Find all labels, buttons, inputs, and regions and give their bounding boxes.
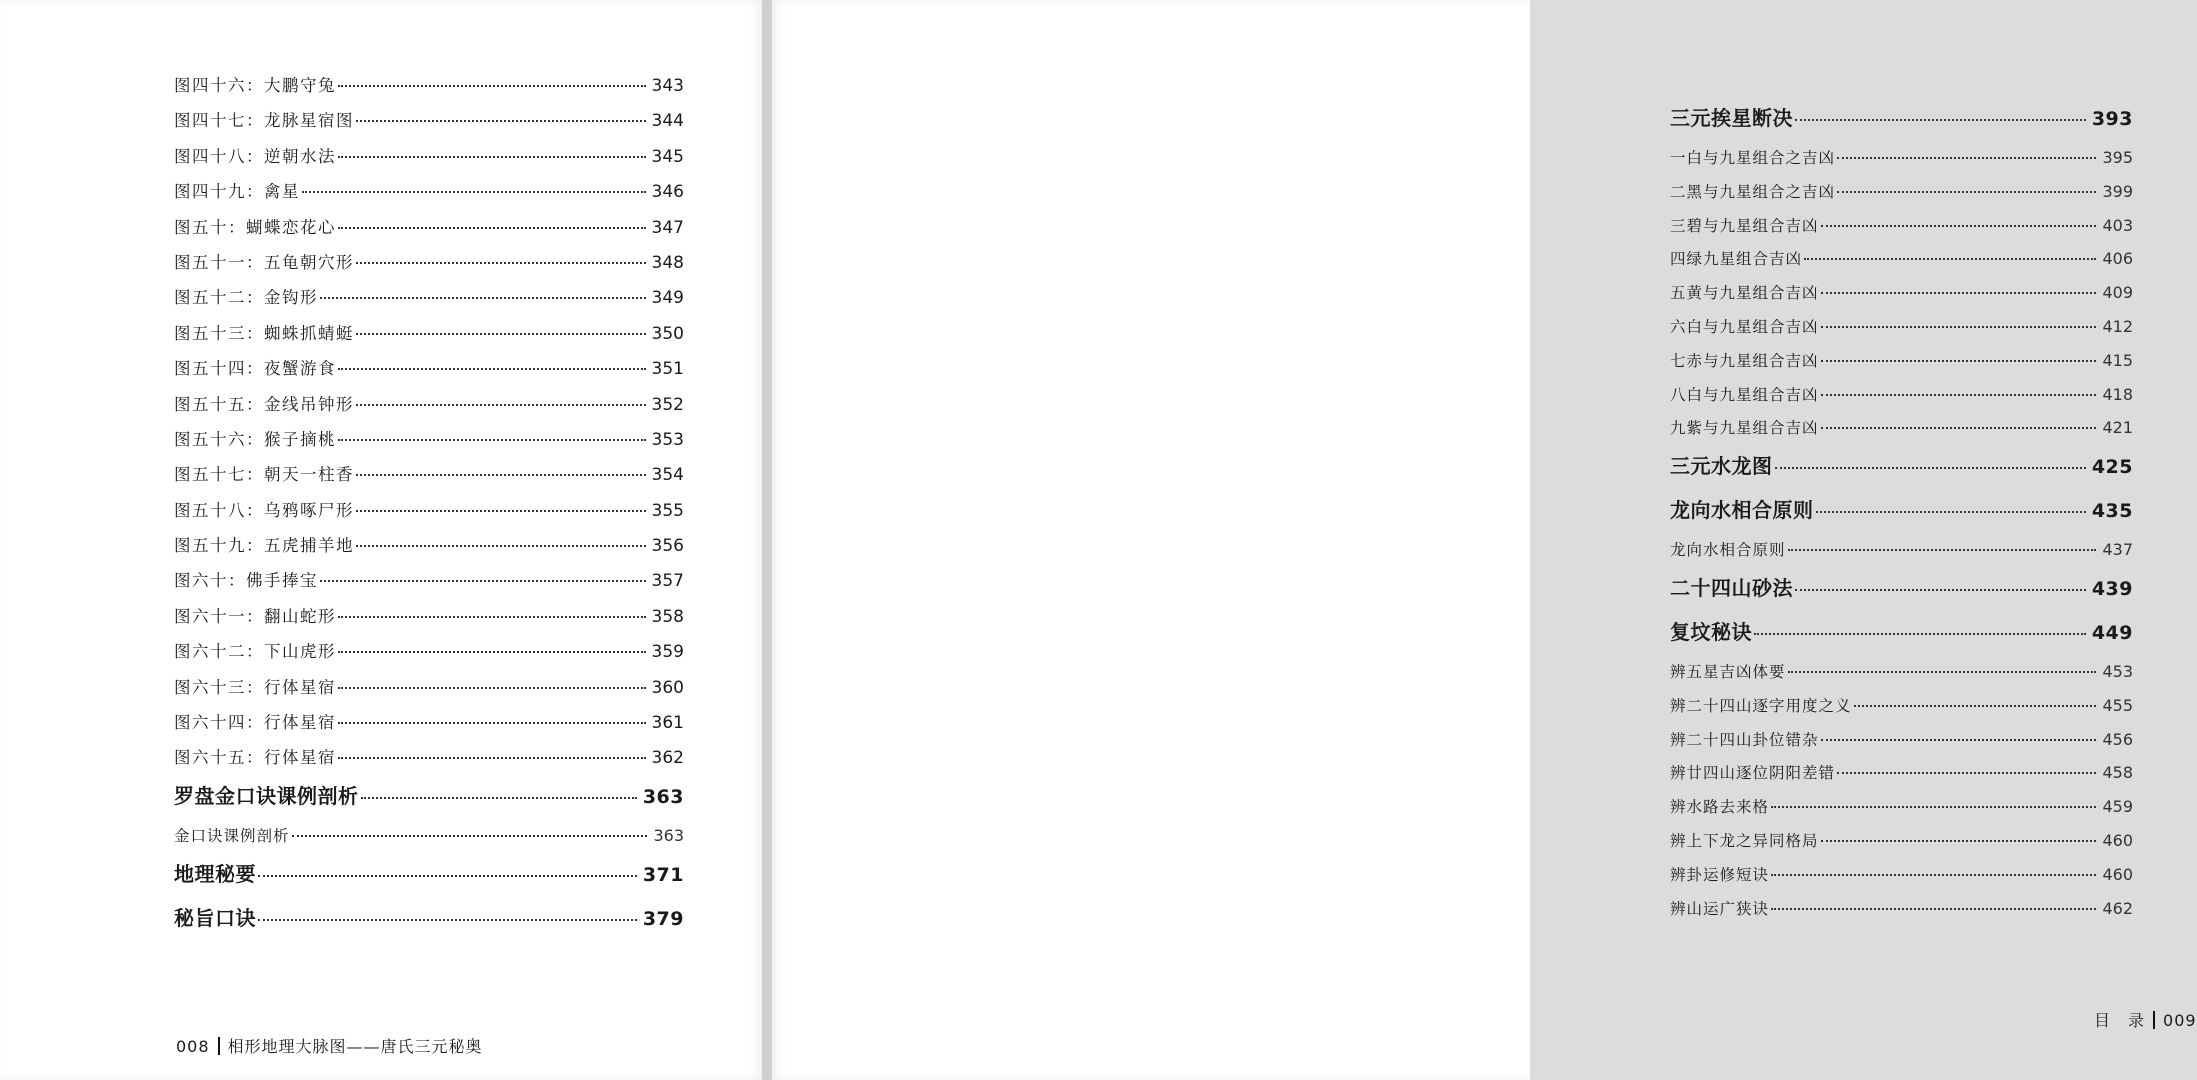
toc-entry-title: 地理秘要 bbox=[174, 861, 256, 886]
dot-leader bbox=[1837, 157, 2096, 159]
dot-leader bbox=[1775, 467, 2086, 469]
dot-leader bbox=[1821, 840, 2097, 842]
toc-entry-page-number: 343 bbox=[651, 76, 684, 96]
toc-entry-page-number: 409 bbox=[2102, 283, 2133, 303]
toc-entry-page-number: 371 bbox=[642, 863, 684, 886]
dot-leader bbox=[356, 262, 646, 264]
left-page bbox=[0, 0, 762, 1080]
dot-leader bbox=[356, 510, 646, 512]
toc-entry-title: 三碧与九星组合吉凶 bbox=[1670, 216, 1819, 235]
toc-entry-fig[interactable] bbox=[174, 320, 684, 355]
toc-entry-page-number: 462 bbox=[2102, 898, 2133, 918]
toc-entry-page-number: 359 bbox=[651, 642, 684, 663]
toc-entry-title: 图六十一：翻山蛇形 bbox=[174, 606, 336, 626]
left-page-footer bbox=[176, 1034, 483, 1057]
footer-book-title: 相形地理大脉图——唐氏三元秘奥 bbox=[227, 1037, 483, 1056]
toc-entry-fig[interactable] bbox=[174, 497, 684, 532]
toc-entry-title: 辨五星吉凶体要 bbox=[1670, 662, 1786, 681]
toc-entry-page-number: 403 bbox=[2102, 215, 2133, 235]
footer-page-number: 009 bbox=[2163, 1011, 2197, 1030]
toc-entry-page-number: 395 bbox=[2102, 148, 2133, 167]
toc-entry-page-number: 418 bbox=[2102, 384, 2133, 404]
toc-entry-page-number: 453 bbox=[2102, 661, 2133, 681]
dot-leader bbox=[338, 757, 646, 759]
toc-entry-page-number: 399 bbox=[2102, 181, 2133, 201]
toc-entry-title: 图六十五：行体星宿 bbox=[174, 748, 336, 768]
toc-entry-page-number: 351 bbox=[651, 359, 684, 380]
toc-entry-page-number: 350 bbox=[651, 323, 684, 344]
toc-entry-page-number: 460 bbox=[2102, 830, 2133, 850]
toc-entry-fig[interactable] bbox=[174, 744, 684, 779]
toc-entry-sec[interactable] bbox=[1670, 102, 2133, 146]
toc-entry-page-number: 355 bbox=[651, 500, 684, 521]
toc-entry-title: 辨水路去来格 bbox=[1670, 798, 1770, 817]
toc-entry-page-number: 345 bbox=[651, 146, 684, 167]
toc-entry-page-number: 415 bbox=[2102, 350, 2133, 370]
toc-entry-fig[interactable] bbox=[174, 674, 684, 709]
toc-entry-title: 九紫与九星组合吉凶 bbox=[1670, 419, 1819, 438]
toc-entry-sec[interactable] bbox=[1670, 494, 2133, 538]
toc-entry-title: 复坟秘诀 bbox=[1670, 619, 1752, 644]
dot-leader bbox=[292, 835, 648, 837]
dot-leader bbox=[1795, 589, 2086, 591]
toc-entry-sec[interactable] bbox=[1670, 616, 2133, 660]
toc-entry-title: 七赤与九星组合吉凶 bbox=[1670, 351, 1819, 370]
toc-entry-fig[interactable] bbox=[174, 214, 684, 249]
toc-entry-fig[interactable] bbox=[174, 143, 684, 178]
dot-leader bbox=[1821, 394, 2097, 396]
toc-entry-sec[interactable] bbox=[174, 858, 684, 902]
dot-leader bbox=[338, 85, 646, 87]
toc-entry-sub[interactable] bbox=[1670, 315, 2133, 349]
toc-entry-title: 辨二十四山卦位错杂 bbox=[1670, 730, 1819, 749]
toc-entry-page-number: 344 bbox=[651, 111, 684, 132]
toc-entry-page-number: 354 bbox=[651, 465, 684, 486]
toc-entry-title: 图六十三：行体星宿 bbox=[174, 677, 336, 697]
toc-entry-page-number: 393 bbox=[2091, 108, 2133, 130]
dot-leader bbox=[356, 404, 646, 406]
toc-entry-title: 图六十：佛手捧宝 bbox=[174, 571, 318, 591]
toc-entry-title: 图六十四：行体星宿 bbox=[174, 713, 336, 733]
toc-entry-sub[interactable] bbox=[1670, 214, 2133, 248]
toc-entry-page-number: 360 bbox=[651, 677, 684, 698]
toc-entry-sub[interactable] bbox=[1670, 829, 2133, 863]
toc-entry-sub[interactable] bbox=[1670, 660, 2133, 694]
toc-entry-sub[interactable] bbox=[1670, 728, 2133, 762]
toc-entry-sub[interactable] bbox=[1670, 349, 2133, 383]
toc-entry-title: 图五十八：乌鸦啄尸形 bbox=[174, 500, 354, 520]
toc-entry-page-number: 439 bbox=[2091, 577, 2133, 600]
dot-leader bbox=[258, 875, 637, 877]
toc-entry-page-number: 455 bbox=[2102, 695, 2133, 715]
toc-entry-title: 辨山运广狭诀 bbox=[1670, 899, 1770, 918]
dot-leader bbox=[338, 368, 646, 370]
dot-leader bbox=[338, 651, 646, 653]
toc-entry-fig[interactable] bbox=[174, 72, 684, 107]
toc-entry-title: 五黄与九星组合吉凶 bbox=[1670, 284, 1819, 303]
dot-leader bbox=[356, 545, 646, 547]
toc-entry-sub[interactable] bbox=[1670, 694, 2133, 728]
toc-entry-sec[interactable] bbox=[1670, 450, 2133, 494]
toc-entry-page-number: 379 bbox=[642, 907, 684, 930]
toc-entry-page-number: 362 bbox=[651, 748, 684, 769]
dot-leader bbox=[1854, 705, 2097, 707]
toc-entry-page-number: 425 bbox=[2091, 456, 2133, 479]
dot-leader bbox=[338, 156, 646, 158]
toc-entry-sub[interactable] bbox=[174, 824, 684, 858]
toc-entry-title: 图五十三：蜘蛛抓蜻蜓 bbox=[174, 323, 354, 343]
toc-entry-title: 图六十二：下山虎形 bbox=[174, 642, 336, 662]
toc-entry-title: 秘旨口诀 bbox=[174, 905, 256, 930]
dot-leader bbox=[338, 722, 646, 724]
dot-leader bbox=[320, 297, 646, 299]
right-page-footer bbox=[2094, 1008, 2197, 1031]
toc-entry-fig[interactable] bbox=[174, 178, 684, 213]
dot-leader bbox=[1771, 908, 2096, 910]
toc-entry-sec[interactable] bbox=[174, 780, 684, 824]
dot-leader bbox=[1821, 360, 2097, 362]
toc-entry-sub[interactable] bbox=[1670, 897, 2133, 931]
toc-entry-page-number: 412 bbox=[2102, 316, 2133, 336]
toc-entry-title: 图五十六：猴子摘桃 bbox=[174, 429, 336, 449]
right-page bbox=[772, 0, 2197, 1080]
toc-entry-page-number: 456 bbox=[2102, 729, 2133, 749]
dot-leader bbox=[1771, 874, 2096, 876]
dot-leader bbox=[356, 120, 646, 122]
toc-entry-page-number: 363 bbox=[642, 785, 684, 808]
dot-leader bbox=[1837, 191, 2096, 193]
toc-entry-sub[interactable] bbox=[1670, 383, 2133, 417]
toc-entry-page-number: 363 bbox=[653, 825, 684, 845]
dot-leader bbox=[1795, 119, 2086, 121]
toc-entry-fig[interactable] bbox=[174, 709, 684, 744]
toc-entry-title: 图四十九：禽星 bbox=[174, 182, 300, 202]
toc-entry-page-number: 361 bbox=[651, 713, 684, 734]
toc-entry-title: 辨廿四山逐位阴阳差错 bbox=[1670, 764, 1836, 783]
toc-entry-page-number: 348 bbox=[651, 252, 684, 273]
dot-leader bbox=[356, 333, 646, 335]
toc-entry-title: 图五十：蝴蝶恋花心 bbox=[174, 217, 336, 237]
toc-entry-sub[interactable] bbox=[1670, 146, 2133, 180]
dot-leader bbox=[1837, 772, 2096, 774]
toc-entry-page-number: 460 bbox=[2102, 864, 2133, 884]
dot-leader bbox=[1788, 671, 2097, 673]
toc-entry-page-number: 449 bbox=[2091, 621, 2133, 644]
dot-leader bbox=[302, 191, 646, 193]
toc-entry-title: 二黑与九星组合之吉凶 bbox=[1670, 182, 1836, 201]
toc-entry-fig[interactable] bbox=[174, 107, 684, 142]
toc-entry-title: 罗盘金口诀课例剖析 bbox=[174, 783, 359, 808]
toc-entry-title: 辨上下龙之异同格局 bbox=[1670, 831, 1819, 850]
toc-entry-page-number: 459 bbox=[2102, 797, 2133, 817]
toc-entry-sub[interactable] bbox=[1670, 795, 2133, 829]
dot-leader bbox=[320, 580, 646, 582]
toc-entry-sub[interactable] bbox=[1670, 538, 2133, 572]
toc-entry-page-number: 357 bbox=[651, 571, 684, 592]
toc-entry-title: 三元水龙图 bbox=[1670, 454, 1773, 479]
footer-page-number: 008 bbox=[176, 1037, 210, 1056]
toc-entry-title: 龙向水相合原则 bbox=[1670, 498, 1814, 523]
dot-leader bbox=[338, 616, 646, 618]
dot-leader bbox=[1788, 549, 2097, 551]
dot-leader bbox=[1821, 739, 2097, 741]
toc-entry-fig[interactable] bbox=[174, 249, 684, 284]
toc-entry-page-number: 352 bbox=[651, 394, 684, 415]
dot-leader bbox=[1821, 292, 2097, 294]
toc-entry-page-number: 349 bbox=[651, 288, 684, 309]
toc-entry-fig[interactable] bbox=[174, 461, 684, 496]
toc-entry-sub[interactable] bbox=[1670, 416, 2133, 450]
toc-entry-title: 图五十二：金钩形 bbox=[174, 288, 318, 308]
toc-entry-title: 图五十四：夜蟹游食 bbox=[174, 359, 336, 379]
toc-entry-page-number: 458 bbox=[2102, 763, 2133, 783]
toc-entry-fig[interactable] bbox=[174, 391, 684, 426]
dot-leader bbox=[361, 797, 637, 799]
footer-section-label: 目 录 bbox=[2094, 1011, 2146, 1030]
toc-entry-fig[interactable] bbox=[174, 355, 684, 390]
toc-entry-title: 图五十九：五虎捕羊地 bbox=[174, 536, 354, 556]
dot-leader bbox=[1754, 633, 2086, 635]
dot-leader bbox=[1771, 806, 2096, 808]
toc-entry-fig[interactable] bbox=[174, 567, 684, 602]
toc-entry-title: 图四十七：龙脉星宿图 bbox=[174, 111, 354, 131]
toc-entry-page-number: 421 bbox=[2102, 418, 2133, 438]
toc-entry-page-number: 347 bbox=[651, 217, 684, 238]
toc-entry-fig[interactable] bbox=[174, 426, 684, 461]
dot-leader bbox=[338, 227, 646, 229]
toc-entry-sub[interactable] bbox=[1670, 247, 2133, 281]
toc-entry-sub[interactable] bbox=[1670, 863, 2133, 897]
toc-entry-fig[interactable] bbox=[174, 638, 684, 673]
toc-entry-title: 辨卦运修短诀 bbox=[1670, 865, 1770, 884]
dot-leader bbox=[1821, 326, 2097, 328]
toc-entry-title: 二十四山砂法 bbox=[1670, 575, 1793, 600]
toc-entry-title: 图五十一：五龟朝穴形 bbox=[174, 252, 354, 272]
toc-entry-title: 龙向水相合原则 bbox=[1670, 541, 1786, 560]
toc-entry-sub[interactable] bbox=[1670, 281, 2133, 315]
toc-entry-title: 四绿九星组合吉凶 bbox=[1670, 250, 1803, 269]
toc-entry-page-number: 406 bbox=[2102, 249, 2133, 269]
dot-leader bbox=[258, 919, 637, 921]
toc-entry-page-number: 358 bbox=[651, 606, 684, 627]
toc-entry-page-number: 435 bbox=[2091, 500, 2133, 523]
toc-entry-page-number: 356 bbox=[651, 536, 684, 557]
toc-entry-sub[interactable] bbox=[1670, 761, 2133, 795]
toc-entry-sec[interactable] bbox=[1670, 572, 2133, 616]
footer-divider bbox=[2153, 1011, 2155, 1029]
footer-divider bbox=[218, 1037, 220, 1055]
toc-entry-fig[interactable] bbox=[174, 284, 684, 319]
toc-entry-fig[interactable] bbox=[174, 532, 684, 567]
dot-leader bbox=[1821, 225, 2097, 227]
toc-entry-sec[interactable] bbox=[174, 902, 684, 946]
toc-entry-sub[interactable] bbox=[1670, 180, 2133, 214]
dot-leader bbox=[356, 474, 646, 476]
book-gutter bbox=[762, 0, 772, 1080]
toc-entry-page-number: 346 bbox=[651, 182, 684, 203]
left-table-of-contents bbox=[174, 72, 684, 946]
toc-entry-page-number: 353 bbox=[651, 429, 684, 450]
toc-entry-title: 辨二十四山逐字用度之义 bbox=[1670, 696, 1852, 715]
toc-entry-title: 图五十五：金线吊钟形 bbox=[174, 394, 354, 414]
toc-entry-title: 三元挨星断决 bbox=[1670, 106, 1793, 130]
toc-entry-title: 金口诀课例剖析 bbox=[174, 826, 290, 845]
dot-leader bbox=[1816, 511, 2086, 513]
toc-entry-title: 六白与九星组合吉凶 bbox=[1670, 317, 1819, 336]
toc-entry-title: 八白与九星组合吉凶 bbox=[1670, 385, 1819, 404]
toc-entry-title: 图五十七：朝天一柱香 bbox=[174, 465, 354, 485]
toc-entry-fig[interactable] bbox=[174, 603, 684, 638]
toc-entry-title: 图四十八：逆朝水法 bbox=[174, 146, 336, 166]
toc-entry-page-number: 437 bbox=[2102, 540, 2133, 560]
dot-leader bbox=[1804, 258, 2096, 260]
dot-leader bbox=[1821, 427, 2097, 429]
dot-leader bbox=[338, 687, 646, 689]
toc-entry-title: 一白与九星组合之吉凶 bbox=[1670, 149, 1836, 167]
right-table-of-contents bbox=[1670, 102, 2133, 930]
toc-entry-title: 图四十六：大鹏守兔 bbox=[174, 76, 336, 95]
dot-leader bbox=[338, 439, 646, 441]
